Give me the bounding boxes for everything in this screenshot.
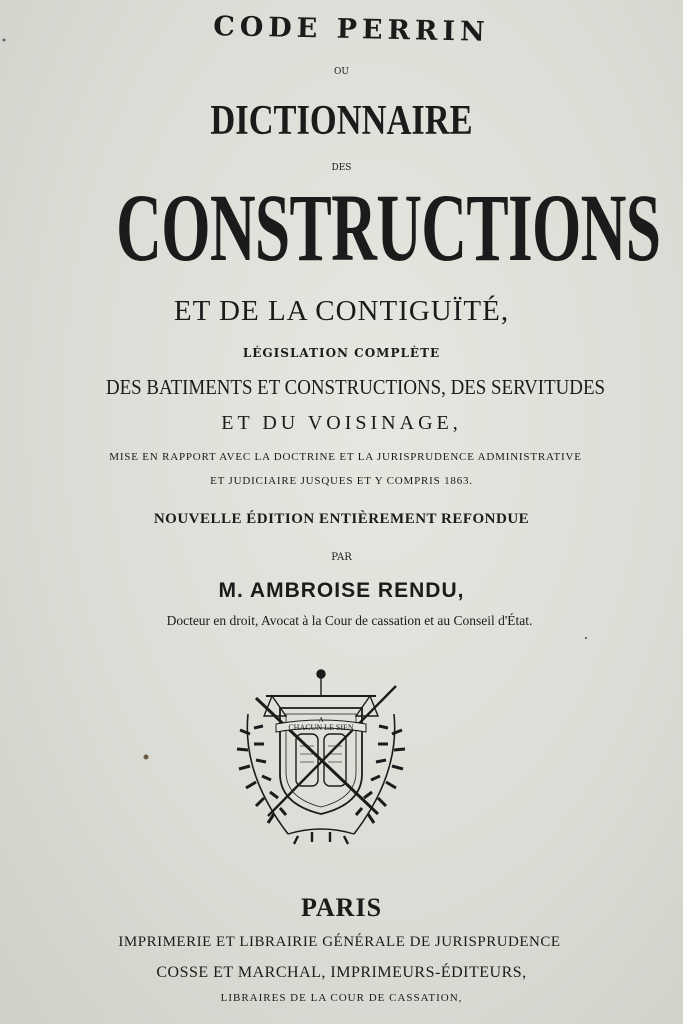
imprint-printer-line-2: COSSE ET MARCHAL, IMPRIMEURS-ÉDITEURS, (156, 964, 527, 981)
author-name: M. AMBROISE RENDU, (218, 579, 465, 602)
emblem-motto-line-2: CHACUN LE SIEN (288, 723, 354, 732)
subject-title: CONSTRUCTIONS (116, 174, 661, 281)
author-credentials: Docteur en droit, Avocat à la Cour de cassation et au Conseil d'État. (166, 613, 533, 628)
emblem-motto-line-1: A (318, 716, 324, 724)
subtitle-judiciaire: ET JUDICIAIRE JUSQUES ET Y COMPRIS 1863. (210, 475, 473, 487)
subtitle-legislation: LÉGISLATION COMPLÈTE (242, 346, 441, 360)
imprint-place: PARIS (300, 893, 383, 922)
main-title: DICTIONNAIRE (210, 98, 473, 144)
series-title: CODE PERRIN (212, 11, 491, 48)
imprint-printer-line-3: LIBRAIRES DE LA COUR DE CASSATION, (220, 992, 463, 1004)
subtitle-voisinage: ET DU VOISINAGE, (221, 412, 462, 434)
imprint-printer-line-1: IMPRIMERIE ET LIBRAIRIE GÉNÉRALE DE JURISPRUDENCE (118, 934, 561, 950)
subtitle-contiguite: ET DE LA CONTIGUÏTÉ, (173, 295, 510, 327)
subtitle-batiments: DES BATIMENTS ET CONSTRUCTIONS, DES SERVITUDES (105, 375, 606, 399)
conjunction-des: DES (331, 163, 352, 173)
publisher-emblem-icon (228, 664, 414, 850)
conjunction-ou: OU (334, 67, 349, 77)
by-label: PAR (331, 552, 352, 563)
edition-statement: NOUVELLE ÉDITION ENTIÈREMENT REFONDUE (153, 511, 530, 527)
subtitle-mise-en-rapport: MISE EN RAPPORT AVEC LA DOCTRINE ET LA JURISPRUDENCE ADMINISTRATIVE (109, 451, 582, 463)
